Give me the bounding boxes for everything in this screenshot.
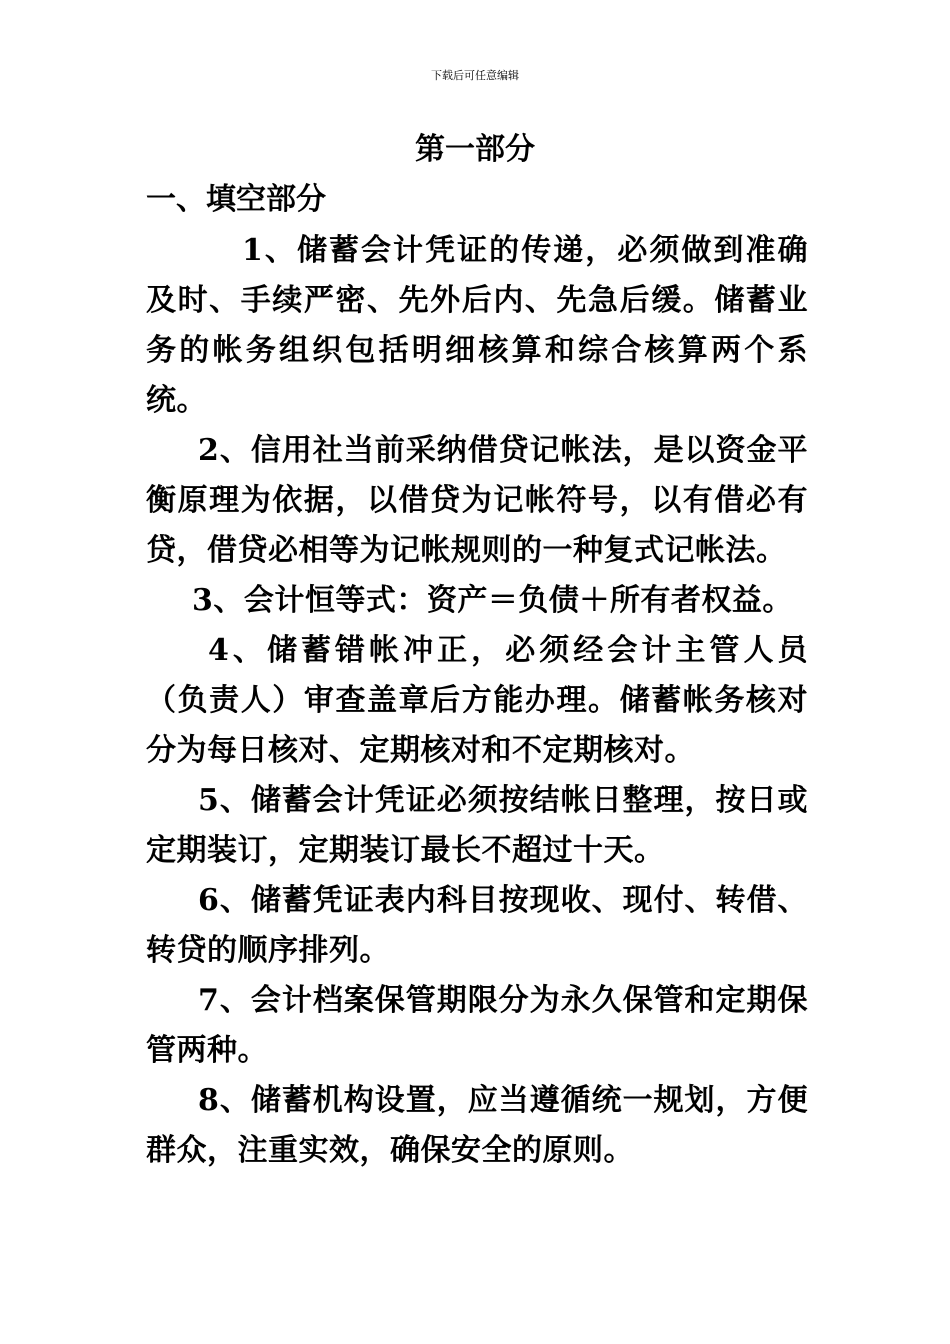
paragraph-3: 3、会计恒等式：资产＝负债＋所有者权益。 (192, 583, 793, 618)
paragraph-8: 8、储蓄机构设置，应当遵循统一规划，方便群众，注重实效，确保安全的原则。 (146, 1083, 808, 1168)
header-note: 下载后可任意编辑 (431, 69, 519, 82)
paragraph-7: 7、会计档案保管期限分为永久保管和定期保管两种。 (146, 983, 808, 1068)
paragraph-2: 2、信用社当前采纳借贷记帐法，是以资金平衡原理为依据，以借贷为记帐符号，以有借必有贷，借贷必相等为记帐规则的一种复式记帐法。 (146, 433, 808, 568)
paragraph-5: 5、储蓄会计凭证必须按结帐日整理，按日或定期装订，定期装订最长不超过十天。 (146, 783, 808, 868)
paragraph-1: 1、储蓄会计凭证的传递，必须做到准确及时、手续严密、先外后内、先急后缓。储蓄业务的帐务组织包括明细核算和综合核算两个系统。 (146, 233, 808, 418)
body-text (146, 226, 808, 1176)
page-title: 第一部分 (415, 132, 535, 167)
paragraph-6: 6、储蓄凭证表内科目按现收、现付、转借、转贷的顺序排列。 (146, 883, 808, 968)
section-heading: 一、填空部分 (146, 182, 326, 217)
paragraph-4: 4、储蓄错帐冲正，必须经会计主管人员（负责人）审查盖章后方能办理。储蓄帐务核对分为每日核对、定期核对和不定期核对。 (146, 633, 808, 768)
